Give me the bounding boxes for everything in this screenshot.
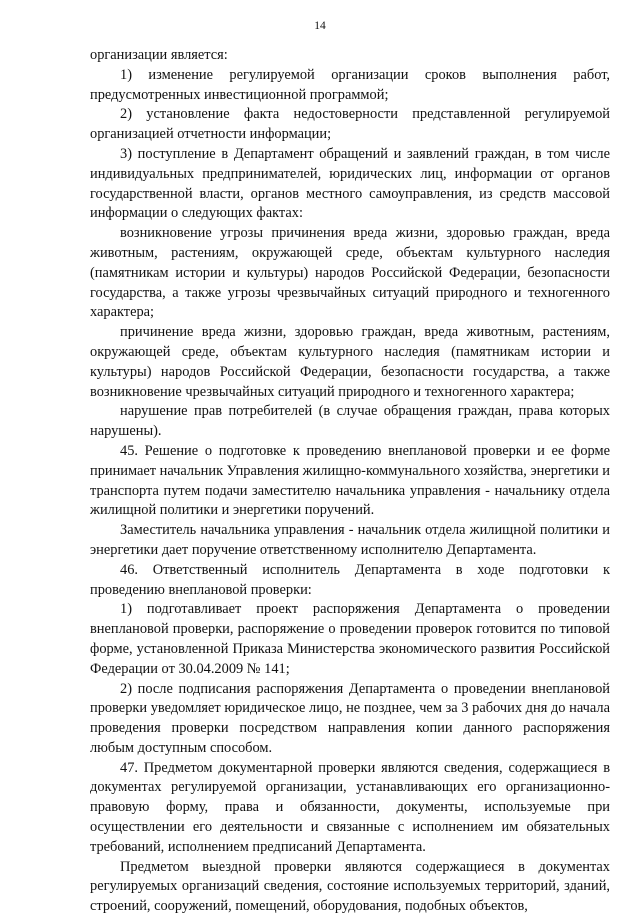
paragraph: 3) поступление в Департамент обращений и заявлений граждан, в том числе индивидуальных предпринимателей, юридических лиц, информации от органов государственной власти, органов местного самоуправления, из средств массовой информации о следующих фактах: xyxy=(90,145,610,222)
paragraph: 1) подготавливает проект распоряжения Департамента о проведении внеплановой проверки, распоряжение о проведении проверок готовится по типовой форме, установленной Приказа Министерства экономического развития Российской Федерации от 30.04.2009 № 141; xyxy=(90,601,610,677)
paragraph: Заместитель начальника управления - начальник отдела жилищной политики и энергетики дает поручение ответственному исполнителю Департамента. xyxy=(90,522,610,558)
paragraph: возникновение угрозы причинения вреда жизни, здоровью граждан, вреда животным, растениям, окружающей среде, объектам культурного наследия (памятникам истории и культуры) народов Российской Федерации, безопасности государства, а также угрозы чрезвычайных ситуаций природного и техногенного характера; xyxy=(90,225,610,321)
paragraph: Предметом выездной проверки являются содержащиеся в документах регулируемых организаций сведения, состояние используемых территорий, зданий, строений, сооружений, помещений, оборудования, подобных объектов, xyxy=(90,858,610,915)
paragraph: причинение вреда жизни, здоровью граждан, вреда животным, растениям, окружающей среде, объектам культурного наследия (памятникам истории и культуры) народов Российской Федерации, безопасности государства, а также возникновение чрезвычайных ситуаций природного и техногенного характера; xyxy=(90,324,610,400)
paragraph: нарушение прав потребителей (в случае обращения граждан, права которых нарушены). xyxy=(90,403,610,440)
document-body xyxy=(90,46,610,917)
paragraph: 2) установление факта недостоверности представленной регулируемой организацией отчетности информации; xyxy=(90,106,610,143)
paragraph: 45. Решение о подготовке к проведению внеплановой проверки и ее форме принимает начальник Управления жилищно-коммунального хозяйства, энергетики и транспорта путем подачи заместителю начальника управления - начальнику отдела жилищной политики и энергетики поручений. xyxy=(90,442,610,519)
paragraph: 47. Предметом документарной проверки являются сведения, содержащиеся в документах регулируемой организации, устанавливающих его организационно-правовую форму, права и обязанности, документы, используемые при осуществлении его деятельности и связанные с исполнением им обязательных требований, исполнением предписаний Департамента. xyxy=(90,759,610,855)
paragraph: организации является: xyxy=(90,47,228,63)
paragraph: 46. Ответственный исполнитель Департамента в ходе подготовки к проведению внеплановой проверки: xyxy=(90,561,610,598)
page-number: 14 xyxy=(314,20,326,32)
paragraph: 2) после подписания распоряжения Департамента о проведении внеплановой проверки уведомляет юридическое лицо, не позднее, чем за 3 рабочих дня до начала проведения проверки посредством направления копии данного распоряжения любым доступным способом. xyxy=(90,680,610,756)
paragraph: 1) изменение регулируемой организации сроков выполнения работ, предусмотренных инвестиционной программой; xyxy=(90,66,610,103)
